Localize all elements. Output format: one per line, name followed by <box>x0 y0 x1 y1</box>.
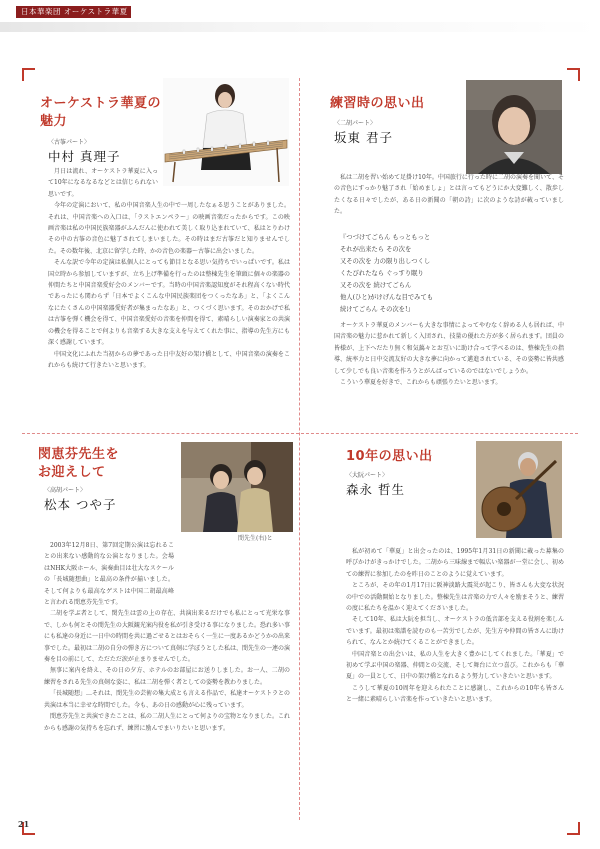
title-line: お迎えして <box>38 465 106 480</box>
title-line: 魅力 <box>40 114 68 129</box>
poem-line: 『つづけてごらん もっともっと <box>340 234 431 241</box>
photo-morinaga-daruan <box>476 441 562 538</box>
article-body-bottom <box>334 320 564 428</box>
corner-bracket-tr <box>567 68 580 81</box>
author-name: 坂東 君子 <box>334 130 393 145</box>
header-label: 日本華楽団 オーケストラ華夏 <box>21 7 128 16</box>
article-body <box>44 540 290 816</box>
article-title <box>40 95 161 131</box>
body-paragraph: 私は二胡を習い始めて足掛け10年。中国旅行に行った時に二胡の演奏を聞いて、その音色にすっかり魅了され「始めましょ」とは言ってもどうにか大変難しく、散歩したくなる日々でしたが、ある日の新聞の「朝の詩」に次のような詩が載っていました。 <box>334 174 564 216</box>
author-name: 森永 哲生 <box>346 482 405 497</box>
part-label: 〈二胡パート〉 <box>334 120 377 127</box>
photo-min-huifen <box>181 442 293 532</box>
article-title <box>346 448 433 466</box>
page-header <box>0 0 600 34</box>
poem-line: それが出来たら その次を <box>340 246 412 253</box>
body-paragraph: ところが、その年の1月17日に阪神淡路大震災が起こり、皆さんも大変な状況の中での活動開始となりました。整棟先生は音楽の力で人々を励まそうと、練習の度に私たちを温かく迎えてくださいました。 <box>346 582 564 613</box>
body-paragraph: こうして華夏の10周年を迎えられたことに感謝し、これからの10年も皆さんと一緒に素晴らしい音楽を作っていきたいと思います。 <box>346 684 564 704</box>
photo-bando <box>466 80 562 174</box>
poem-line: 続けてごらん その次を!』 <box>340 306 414 313</box>
part-label: 〈古筝パート〉 <box>48 139 91 146</box>
corner-bracket-tl <box>22 68 35 81</box>
body-paragraph: 無事に案内を終え、その日の夕方、ホテルのお部屋にお送りしました。お一人、二胡の練習をされる先生の真剣な姿に、私は二胡を弾く者としての姿勢を教わりました。 <box>44 667 290 686</box>
poem-line: 又その次を 続けてごらん <box>340 282 412 289</box>
body-paragraph: こういう華夏を好きで、これからも頑張りたいと思います。 <box>340 379 502 387</box>
poem-line: 他人(ひと)がけげんな目でみても <box>340 294 434 301</box>
body-paragraph: 2003年12月8日、第7回定期公演は忘れることの出来ない感動的な公演となりました。会場はNHK大阪ホール、演奏曲目は壮大なスケールの「長城随想曲」と最高の条件が揃いました。そして何よりも最高なゲストは中国二胡最高峰と言われる閔恵芬先生です。 <box>44 542 174 607</box>
author-name: 松本 つや子 <box>44 497 117 512</box>
header-gradient-bar <box>0 22 600 32</box>
body-paragraph: 中国音楽との出会いは、私の人生を大きく豊かにしてくれました。「華夏」で初めて学ぶ中国の楽器、仲間との交流、そして舞台に立つ喜び。これからも「華夏」の一員として、日中の架け橋となれるよう努力していきたいと思います。 <box>346 650 564 681</box>
author-name: 中村 真理子 <box>48 149 121 164</box>
title-line: 閔恵芬先生を <box>38 447 120 462</box>
title-line: 練習時の思い出 <box>330 96 425 111</box>
poem-block <box>340 232 540 316</box>
article-body <box>48 166 290 434</box>
body-paragraph: 月日は流れ、オーケストラ華夏に入って10年になるなるなどとは信じられない思いです。 <box>48 168 158 198</box>
body-paragraph: オーケストラ華夏のメンバーも大きな事情によってやむなく辞める人も居れば、中国音楽の魅力に惹かれて新しく入団され、技量の優れた方が多く居られます。団員の皆様が、上下へだたり無く和気藹々とお互いに助け合って学べるのは、整棟先生の指導、統率力と日中交流友好の大きな夢に向かって邁進されている、その姿勢に皆共感して少しでも良い音楽を作ろうとがんばっているのではないでしょうか。 <box>334 322 564 375</box>
body-paragraph: 閔恵芬先生と共演できたことは、私の二胡人生にとって何よりの宝物となりました。これからも感謝の気持ちを忘れず、練習に励んでまいりたいと思います。 <box>44 713 290 732</box>
corner-bracket-br <box>567 822 580 835</box>
title-line: 10年の思い出 <box>346 449 433 464</box>
part-label: 〈高胡パート〉 <box>44 487 87 494</box>
body-paragraph: 二胡を学ぶ者として、閔先生は雲の上の存在、共演出来るだけでも私にとって光栄な事で、しかも何とその閔先生の大阪観光案内役を私が引き受ける事になりました。恐れ多い事にも私達の身近に一日中の時間を共に過ごせるとはおそらく一生に一度あるかどうかの出来事でした。最初は二胡の自分の弾き方について真剣に学ぼうとした私は、閔先生の一連の演奏を目の前にして、ただただ涙が止まりませんでした。 <box>44 610 290 664</box>
column-divider <box>299 78 300 820</box>
article-title <box>38 446 119 482</box>
body-paragraph: 私が初めて「華夏」と出会ったのは、1995年1月31日の新聞に載った募集の呼びかけがきっかけでした。二胡から三味線まで幅広い楽器が一堂に会し、初めての練習に参加したのを昨日のことのように覚えています。 <box>346 548 564 578</box>
page-number: 21 <box>18 819 30 829</box>
poem-line: くたびれたなら ぐっすり眠り <box>340 270 424 277</box>
part-label: 〈大阮パート〉 <box>346 472 389 479</box>
body-paragraph: そんな訳で今年の定演は私個人にとっても節目となる思い気持ちでいっぱいです。私は国立時から参加していますが、立ち上げ準備を行ったのは整棟先生を筆頭に個々の楽器の仲間たちと中国音楽愛好会のメンバーです。当時の中国音楽認知度がそれ程高くない時代であったにも関わらず「日本でよくこんな中国民族楽団をつくったなあ」と、「よくこんなにたくさんの中国楽器愛好者が集まったなあ」と、つくづく思います。そのおかげで私は古筝を弾く機会を得て、中国音楽愛好の音楽を仲間を得て、素晴らしい演奏家との共演の機会を得ることで何よりも音楽する大きな支えを与えてくれた事に、指導の先生方にも深く感謝しています。 <box>48 259 290 347</box>
article-body <box>346 546 564 818</box>
title-line: オーケストラ華夏の <box>40 96 161 111</box>
photo-caption: 閔先生(右)と <box>238 535 273 542</box>
body-paragraph: 今年の定演において、私の中国音楽人生の中で一周したなぁる思うことがありました。それは、中国音楽への入口は、「ラストエンペラー」の映画音楽だったからです。この映画音楽は私の中国民族楽器がふんだんに使われて美しく取り込まれていて、私はとりわけその中の古筝の音色に魅了されてしまいました。その時はまだ古筝だと知りませんでした。その数年後、北京に留学した時、かの音色の楽器〜古筝に出会いました。 <box>48 202 290 255</box>
article-body-top <box>334 172 564 232</box>
poem-line: 又その次を 力の限り出しつくし <box>340 258 431 265</box>
body-paragraph: 中国文化にふれた当初からの夢であった日中友好の架け橋として、中国音楽の演奏をこれからも続けて行きたいと思います。 <box>48 350 290 369</box>
article-title <box>330 95 425 113</box>
body-paragraph: そして10年、私は大阮を担当し、オーケストラの低音部を支える役割を楽しんでいます。最初は楽譜を読むのも一苦労でしたが、先生方や仲間の皆さんに助けられて、なんとか続けてくることができました。 <box>346 616 564 647</box>
body-paragraph: 「長城随想」…それは、閔先生の芸術の集大成とも言える作品で、私達オーケストラとの共演は本当に幸せな時間でした。今も、あの日の感動が心に残っています。 <box>44 690 290 709</box>
